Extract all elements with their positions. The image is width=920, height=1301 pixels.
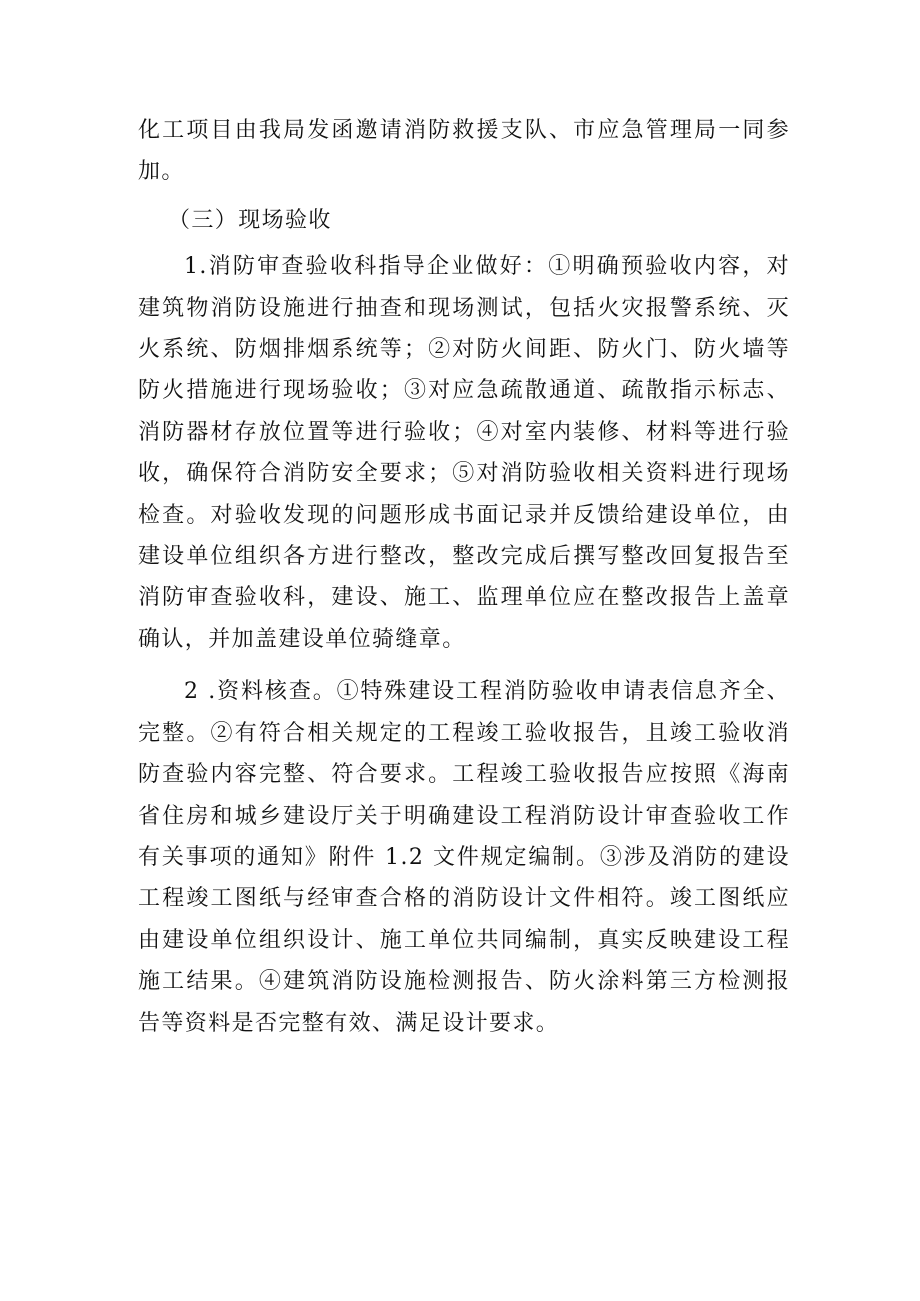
paragraph-item-1: 1.消防审查验收科指导企业做好：①明确预验收内容，对建筑物消防设施进行抽查和现场测试，包括火灾报警系统、灭火系统、防烟排烟系统等；②对防火间距、防火门、防火墙等防火措施进行现场验收；③对应急疏散通道、疏散指示标志、消防器材存放位置等进行验收；④对室内装修、材料等进行验收，确保符合消防安全要求；⑤对消防验收相关资料进行现场检查。对验收发现的问题形成书面记录并反馈给建设单位，由建设单位组织各方进行整改，整改完成后撰写整改回复报告至消防审查验收科，建设、施工、监理单位应在整改报告上盖章确认，并加盖建设单位骑缝章。 (138, 254, 790, 652)
paragraph-item-2: 2 .资料核查。①特殊建设工程消防验收申请表信息齐全、完整。②有符合相关规定的工程竣工验收报告，且竣工验收消防查验内容完整、符合要求。工程竣工验收报告应按照《海南省住房和城乡建设厅关于明确建设工程消防设计审查验收工作有关事项的通知》附件 1.2 文件规定编制。③涉及消防的建设工程竣工图纸与经审查合格的消防设计文件相符。竣工图纸应由建设单位组织设计、施工单位共同编制，真实反映建设工程施工结果。④建筑消防设施检测报告、防火涂料第三方检测报告等资料是否完整有效、满足设计要求。 (138, 679, 790, 1036)
section-heading-site-acceptance: （三）现场验收 (168, 207, 332, 233)
document-body (138, 110, 790, 1044)
paragraph-intro-continued: 化工项目由我局发函邀请消防救援支队、市应急管理局一同参加。 (138, 118, 790, 185)
